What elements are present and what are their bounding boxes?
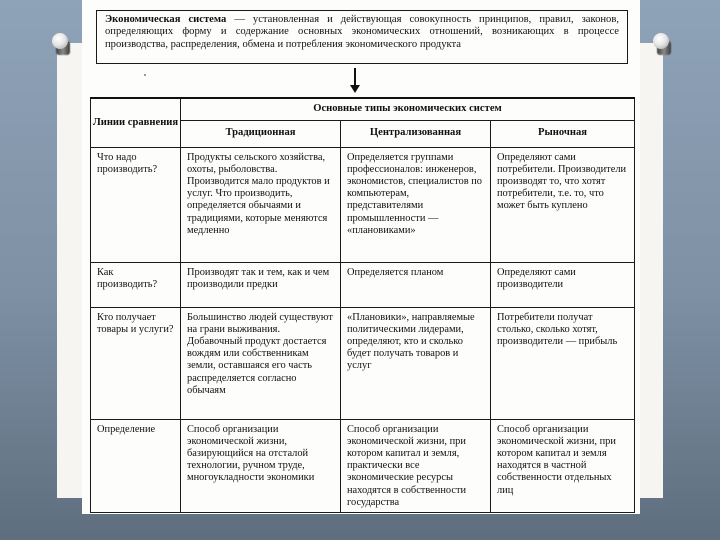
- down-arrow-icon: [354, 68, 356, 86]
- column-header-market: Рыночная: [491, 120, 635, 147]
- table-row: [91, 262, 635, 307]
- row-label: Кто получает товары и услуги?: [91, 307, 181, 419]
- scanned-document: [82, 0, 640, 514]
- definition-term: Экономическая система: [105, 14, 227, 25]
- table-row: [91, 147, 635, 262]
- arrow-head-icon: [350, 85, 360, 93]
- group-header: Основные типы экономических систем: [181, 98, 635, 120]
- column-header-traditional: Традиционная: [181, 120, 341, 147]
- row-label: Что надо производить?: [91, 147, 181, 262]
- cell-centralized: Определяется группами профессионалов: инженеров, экономистов, специалистов по компьютерам, представителями промышленности — «плановиками»: [341, 147, 491, 262]
- cell-centralized: Определяется планом: [341, 262, 491, 307]
- cell-market: Определяют сами потребители. Производители производят то, что хотят потребители, т.е. то, что может быть куплено: [491, 147, 635, 262]
- cell-traditional: Производят так и тем, как и чем производили предки: [181, 262, 341, 307]
- cell-centralized: «Плановики», направляемые политическими лидерами, определяют, кто и сколько будет получать товаров и услуг: [341, 307, 491, 419]
- cell-market: Определяют сами производители: [491, 262, 635, 307]
- definition-text: — установленная и действующая совокупность принципов, правил, законов, определяющих форму и содержание основных экономических отношений, возникающих в процессе производства, распределения, обмена и потребления экономического продукта: [105, 14, 620, 50]
- cell-market: Потребители получат столько, сколько хотят, производители — прибыль: [491, 307, 635, 419]
- cell-market: Способ организации экономической жизни, при котором капитал и земля находятся в частной собственности отдельных лиц: [491, 419, 635, 512]
- economic-systems-table: [90, 97, 635, 513]
- cell-traditional: Продукты сельского хозяйства, охоты, рыболовства. Производится мало продуктов и услуг. Что производить, определяется обычаями и традициями, которые меняются медленно: [181, 147, 341, 262]
- column-header-centralized: Централизованная: [341, 120, 491, 147]
- table-row: [91, 307, 635, 419]
- cell-traditional: Способ организации экономической жизни, базирующийся на отсталой технологии, ручном труде, многоукладности экономики: [181, 419, 341, 512]
- comparison-header: Линии сравнения: [91, 98, 181, 147]
- pushpin-icon-right: [653, 33, 673, 55]
- table-row: [91, 419, 635, 512]
- pushpin-icon-left: [52, 33, 72, 55]
- cell-traditional: Большинство людей существуют на грани выживания. Добавочный продукт достается вождям или собственникам земли, оставшаяся его часть распределяется согласно обычаям: [181, 307, 341, 419]
- row-label: Определение: [91, 419, 181, 512]
- definition-box: [96, 10, 628, 64]
- row-label: Как производить?: [91, 262, 181, 307]
- scan-speck: [144, 74, 146, 76]
- cell-centralized: Способ организации экономической жизни, при котором капитал и земля, практически все экономические ресурсы находятся в собственности государства: [341, 419, 491, 512]
